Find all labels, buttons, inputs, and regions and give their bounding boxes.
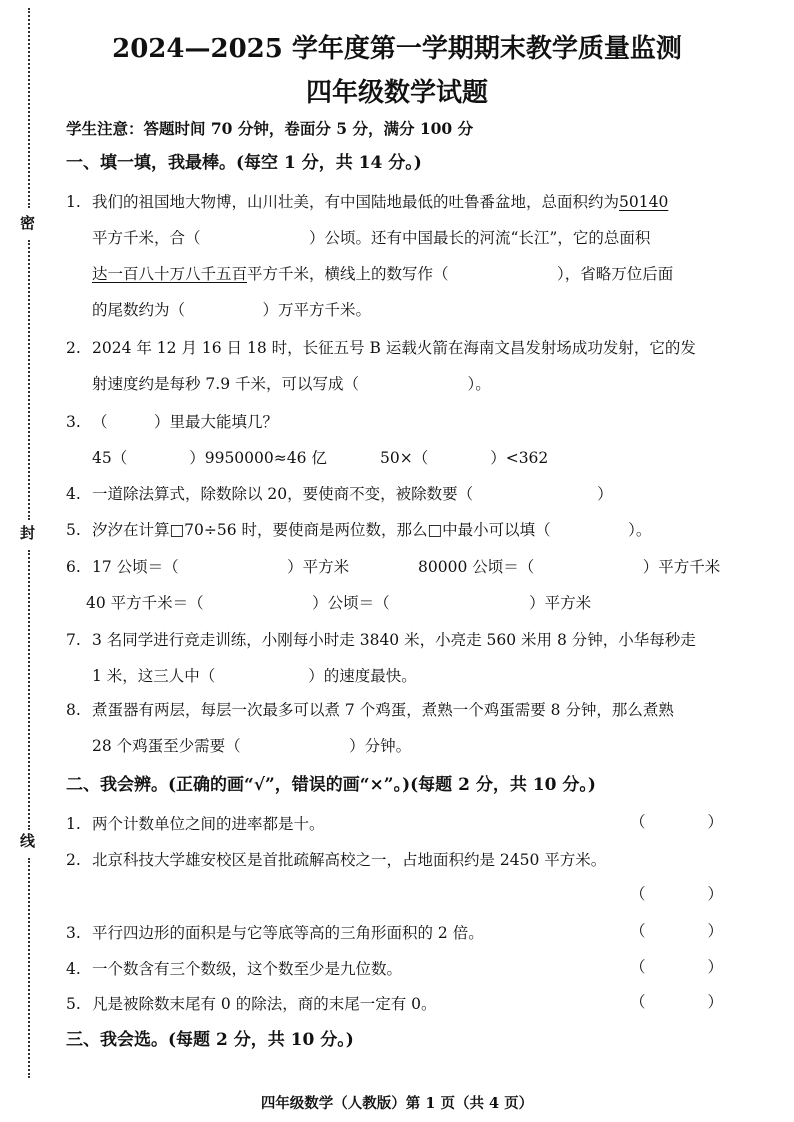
tf-item-text: 凡是被除数末尾有 0 的除法，商的末尾一定有 0。: [92, 995, 437, 1013]
tf-item-number: 1.: [66, 815, 81, 833]
tf-answer-paren: （ ）: [630, 922, 724, 940]
q6-number: 6.: [66, 558, 81, 576]
tf-item-text: 北京科技大学雄安校区是首批疏解高校之一，占地面积约是 2450 平方米。: [92, 851, 607, 869]
q1-line1: [92, 191, 668, 213]
tf-item-text: 一个数含有三个数级，这个数至少是九位数。: [92, 960, 403, 978]
q6-item-b: 80000 公顷＝（ ）平方千米: [418, 558, 721, 576]
q6-item-a: 17 公顷＝（ ）平方米: [92, 558, 350, 576]
q1-number: 1.: [66, 193, 81, 211]
q2-number: 2.: [66, 339, 81, 357]
q7-line2: 1 米，这三人中（ ）的速度最快。: [92, 667, 417, 685]
tf-item-text: 平行四边形的面积是与它等底等高的三角形面积的 2 倍。: [92, 924, 484, 942]
student-notice: 学生注意：答题时间 70 分钟，卷面分 5 分，满分 100 分: [66, 119, 474, 138]
binding-char-close: 封: [20, 524, 36, 542]
q1-line3: [92, 263, 673, 285]
q3-item-b: 50×（ ）<362: [380, 449, 549, 467]
q5-line1: 汐汐在计算□70÷56 时，要使商是两位数，那么□中最小可以填（ ）。: [92, 521, 652, 539]
q3-line1: （ ）里最大能填几？: [92, 413, 279, 431]
tf-item-number: 3.: [66, 924, 81, 942]
tf-answer-paren: （ ）: [630, 813, 724, 831]
q2-line1: 2024 年 12 月 16 日 18 时，长征五号 B 运载火箭在海南文昌发射场成功发射，它的发: [92, 339, 696, 357]
q8-number: 8.: [66, 701, 81, 719]
section1-heading: 一、填一填，我最棒。(每空 1 分，共 14 分。): [66, 153, 422, 173]
binding-dotted-line: [28, 240, 30, 520]
tf-answer-paren: （ ）: [630, 885, 724, 903]
q3-item-a: 45（ ）9950000≈46 亿: [92, 449, 327, 467]
q4-number: 4.: [66, 485, 81, 503]
q1-line1-text: 我们的祖国地大物博，山川壮美，有中国陆地最低的吐鲁番盆地，总面积约为: [92, 193, 620, 211]
section2-heading: 二、我会辨。(正确的画“√”，错误的画“×”。)(每题 2 分，共 10 分。): [66, 775, 596, 795]
binding-char-seal: 密: [20, 214, 36, 232]
q4-line1: 一道除法算式，除数除以 20，要使商不变，被除数要（ ）: [92, 485, 613, 503]
q3-number: 3.: [66, 413, 81, 431]
binding-margin: [20, 0, 36, 1122]
tf-item-number: 2.: [66, 851, 81, 869]
tf-answer-paren: （ ）: [630, 993, 724, 1011]
q1-underlined-number: 50140: [619, 193, 669, 211]
tf-item-number: 5.: [66, 995, 81, 1013]
binding-char-line: 线: [20, 832, 36, 850]
exam-title: 2024—2025 学年度第一学期期末教学质量监测: [112, 34, 682, 64]
q5-number: 5.: [66, 521, 81, 539]
q8-line1: 煮蛋器有两层，每层一次最多可以煮 7 个鸡蛋，煮熟一个鸡蛋需要 8 分钟，那么煮熟: [92, 701, 674, 719]
q7-line1: 3 名同学进行竞走训练，小刚每小时走 3840 米，小亮走 560 米用 8 分钟，小华每秒走: [92, 631, 696, 649]
section3-heading: 三、我会选。(每题 2 分，共 10 分。): [66, 1030, 354, 1050]
exam-subtitle: 四年级数学试题: [305, 78, 488, 108]
q2-line2: 射速度约是每秒 7.9 千米，可以写成（ ）。: [92, 375, 491, 393]
tf-item-number: 4.: [66, 960, 81, 978]
page-footer: 四年级数学（人教版）第 1 页（共 4 页）: [260, 1095, 534, 1112]
q8-line2: 28 个鸡蛋至少需要（ ）分钟。: [92, 737, 412, 755]
q6-line2: 40 平方千米＝（ ）公顷＝（ ）平方米: [86, 594, 592, 612]
binding-dotted-line: [28, 858, 30, 1078]
q1-line4: 的尾数约为（ ）万平方千米。: [92, 301, 372, 319]
q1-line3-text: 平方千米，横线上的数写作（ ），省略万位后面: [247, 265, 674, 283]
q1-line2: 平方千米，合（ ）公顷。还有中国最长的河流“长江”，它的总面积: [92, 229, 651, 247]
q7-number: 7.: [66, 631, 81, 649]
binding-dotted-line: [28, 550, 30, 830]
tf-answer-paren: （ ）: [630, 958, 724, 976]
tf-item-text: 两个计数单位之间的进率都是十。: [92, 815, 325, 833]
q1-underlined-words: 达一百八十万八千五百: [92, 265, 248, 283]
